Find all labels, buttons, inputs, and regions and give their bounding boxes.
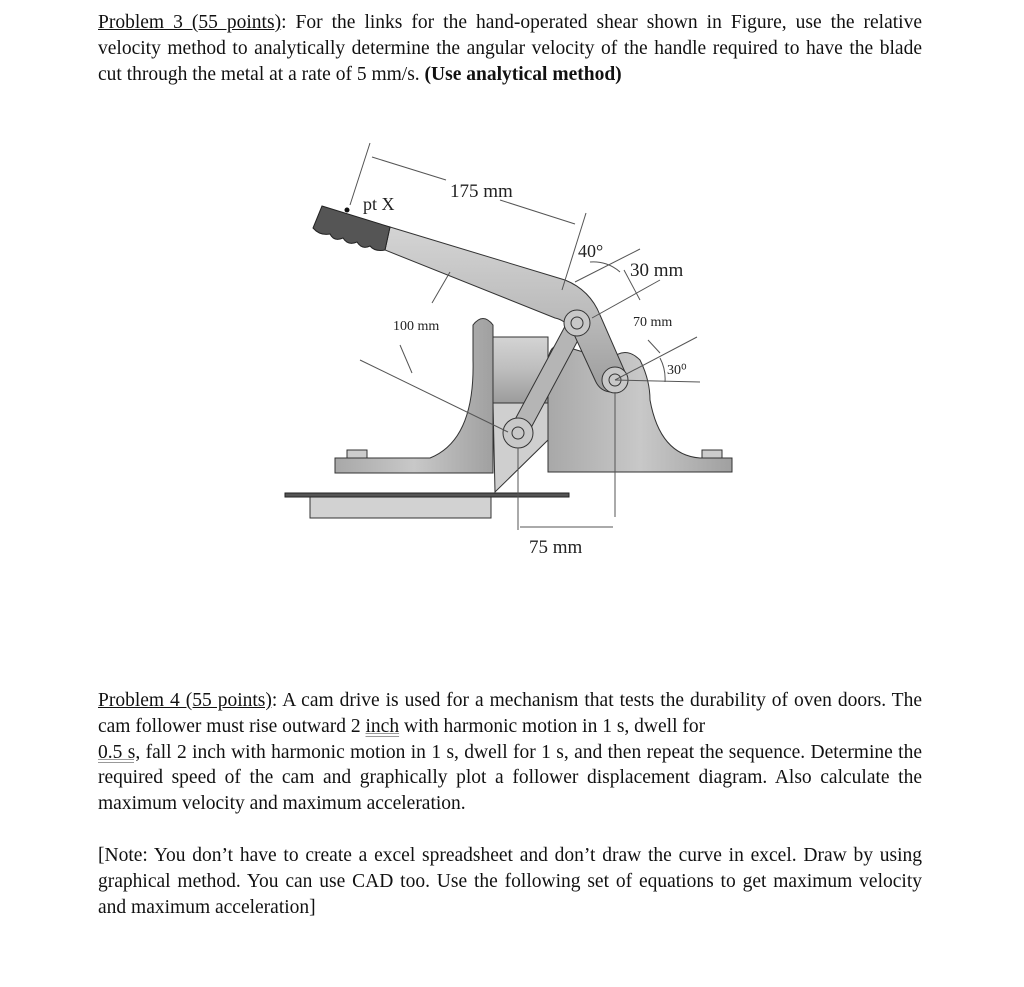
problem-4-text-1: : A cam drive is used for a mechanism that tests the durability of oven doors. The cam follower must rise outward 2 bbox=[98, 690, 922, 737]
label-70-mm: 70 mm bbox=[633, 315, 673, 330]
label-40-deg: 40° bbox=[578, 241, 604, 261]
label-100-mm: 100 mm bbox=[393, 319, 440, 334]
problem-4-half-second: 0.5 s, bbox=[98, 741, 141, 763]
label-30-mm: 30 mm bbox=[630, 260, 684, 281]
metal-plate bbox=[285, 493, 569, 518]
point-x-marker bbox=[345, 208, 350, 213]
problem-4-statement bbox=[98, 688, 922, 817]
label-30-deg: 30⁰ bbox=[667, 363, 687, 378]
problem-4-inch: inch bbox=[365, 715, 400, 737]
problem-4-text-2: with harmonic motion in 1 s, dwell for bbox=[399, 715, 706, 737]
label-175-mm: 175 mm bbox=[450, 181, 513, 202]
problem-3-text: : For the links for the hand-operated shear shown in Figure, use the relative velocity method to analytically determine the angular velocity of the handle required to have the blade cut through the metal at a rate of 5 mm/s. bbox=[98, 12, 922, 85]
right-bolt bbox=[702, 450, 722, 458]
problem-3-heading: Problem 3 (55 points) bbox=[98, 12, 282, 33]
label-75-mm: 75 mm bbox=[529, 537, 583, 558]
left-bolt bbox=[347, 450, 367, 458]
problem-3-method-note: (Use analytical method) bbox=[424, 63, 622, 85]
problem-4-text-3: fall 2 inch with harmonic motion in 1 s, dwell for 1 s, and then repeat the sequence. Determine the required speed of the cam and graphically plot a follower displacement diagram. Also calculate the maximum velocity and maximum acceleration. bbox=[98, 741, 923, 815]
label-pt-x: pt X bbox=[363, 194, 395, 214]
note-paragraph: [Note: You don’t have to create a excel spreadsheet and don’t draw the curve in excel. Draw by using graphical method. You can use CAD too. Use the following set of equations to get maximum velocity and maximum acceleration] bbox=[98, 845, 922, 918]
problem-4-heading: Problem 4 (55 points) bbox=[98, 690, 272, 711]
